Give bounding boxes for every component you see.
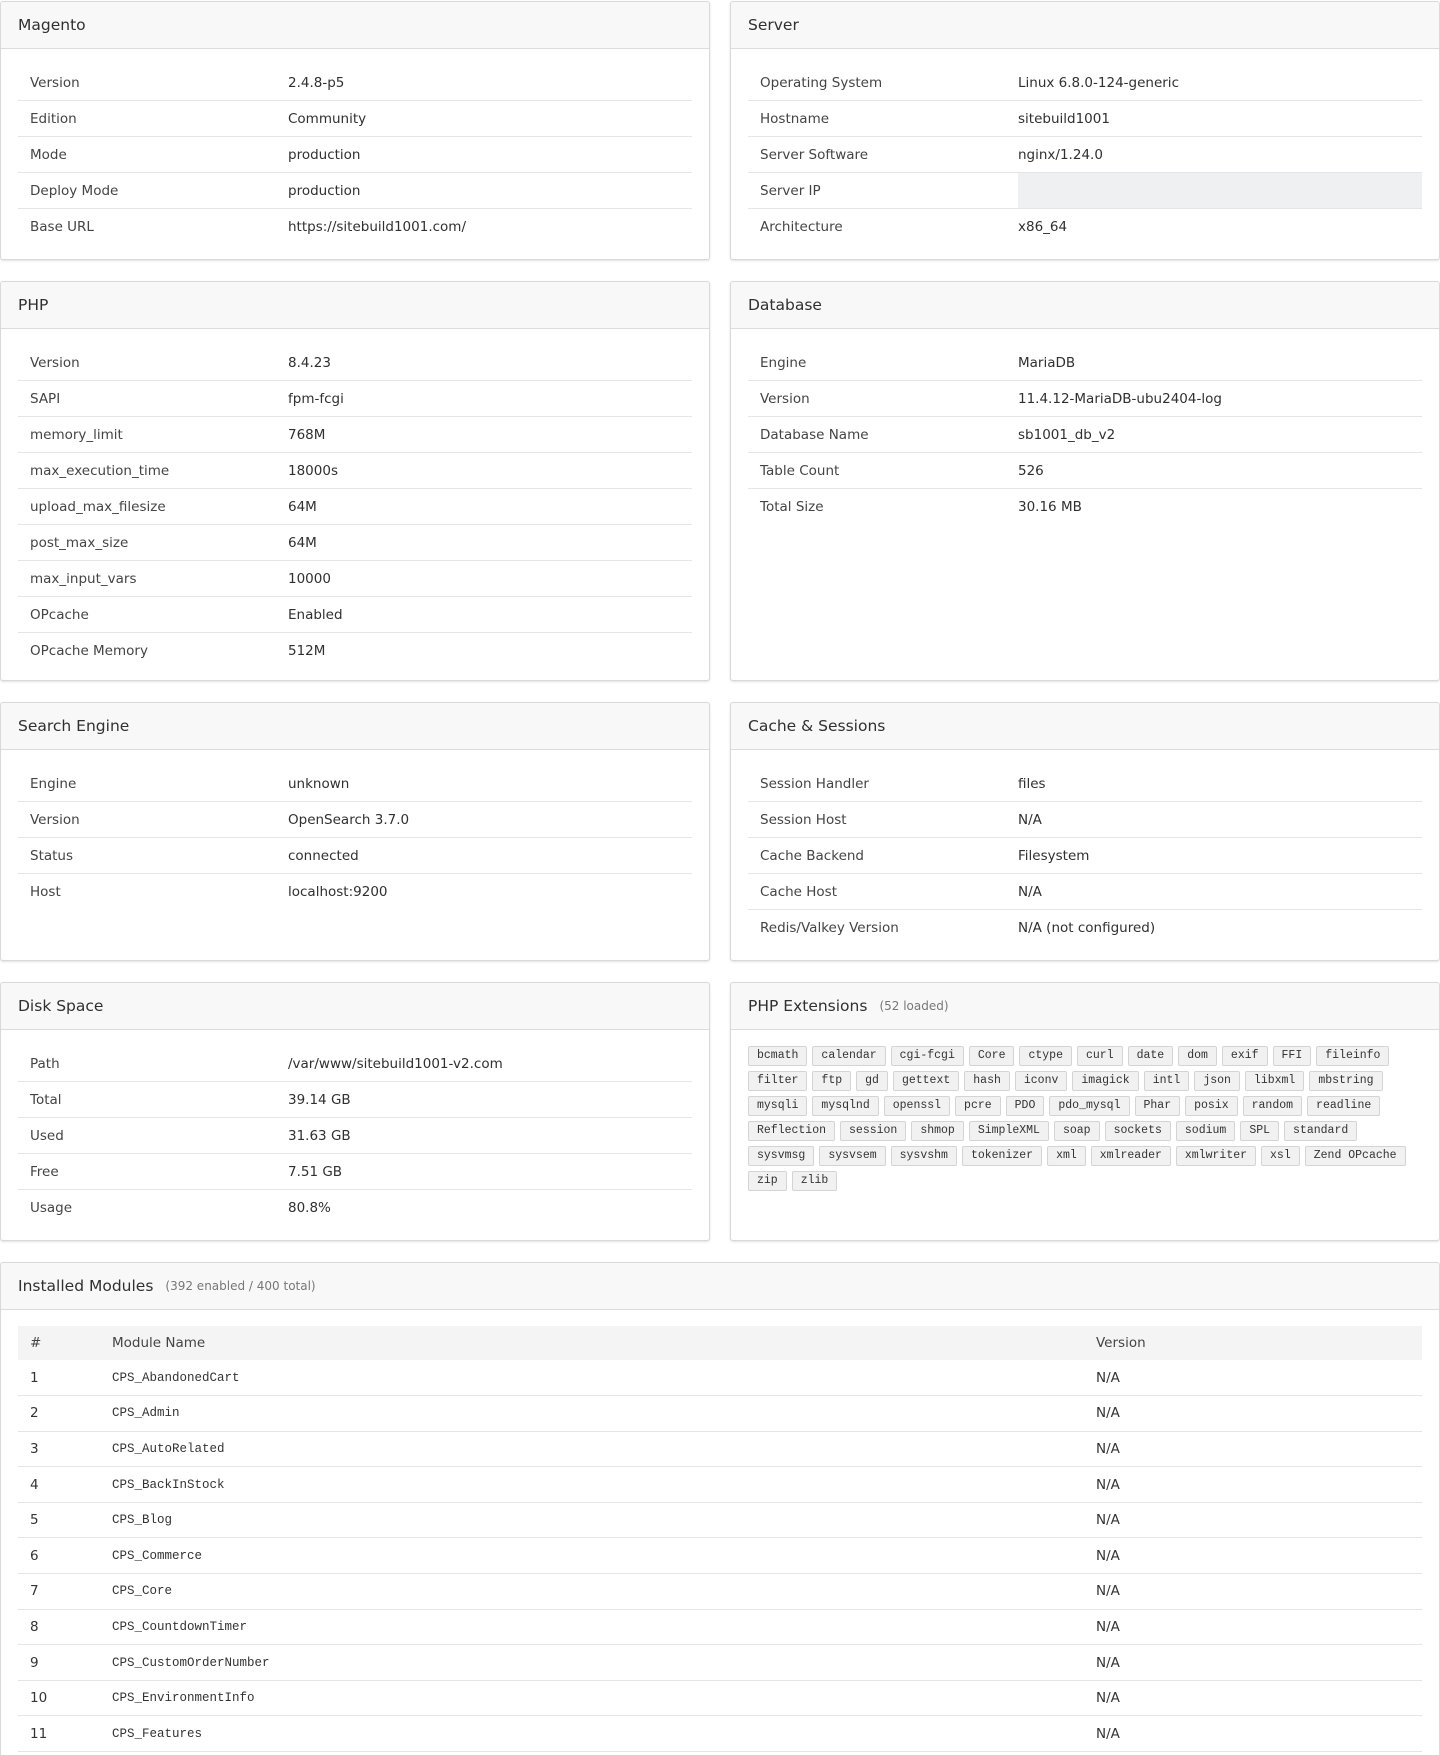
info-value: /var/www/sitebuild1001-v2.com (288, 1055, 503, 1072)
info-label: memory_limit (30, 426, 123, 443)
module-version: N/A (1084, 1609, 1422, 1645)
info-value: nginx/1.24.0 (1018, 146, 1103, 163)
info-row (18, 838, 692, 874)
extension-badge: SimpleXML (969, 1121, 1049, 1141)
module-version: N/A (1084, 1360, 1422, 1396)
php-extensions-panel-header (731, 983, 1439, 1030)
extension-badge: FFI (1273, 1046, 1312, 1066)
info-label: Session Handler (760, 775, 869, 792)
module-number: 4 (18, 1467, 100, 1503)
info-label: Version (760, 390, 810, 407)
extension-badge: Phar (1135, 1096, 1181, 1116)
info-row (748, 137, 1422, 173)
info-label: OPcache (30, 606, 89, 623)
extension-badge: pdo_mysql (1049, 1096, 1129, 1116)
extension-badge: dom (1178, 1046, 1217, 1066)
info-label: Version (30, 354, 80, 371)
info-value: N/A (1018, 811, 1042, 828)
info-label: Redis/Valkey Version (760, 920, 899, 936)
module-name: CPS_Core (100, 1574, 1084, 1610)
module-number: 1 (18, 1360, 100, 1396)
extension-badge: openssl (884, 1096, 950, 1116)
info-row (18, 101, 692, 137)
module-version: N/A (1084, 1502, 1422, 1538)
info-label: Session Host (760, 811, 847, 828)
info-value: Filesystem (1018, 847, 1090, 864)
table-row (18, 1716, 1422, 1752)
extension-badge: sysvsem (819, 1146, 885, 1166)
database-panel-title: Database (748, 296, 822, 314)
extension-badge: sysvshm (891, 1146, 957, 1166)
module-version: N/A (1084, 1396, 1422, 1432)
extension-badge: gd (856, 1071, 888, 1091)
info-label: max_execution_time (30, 462, 170, 479)
server-panel-title: Server (748, 16, 799, 34)
info-row (748, 381, 1422, 417)
disk-space-panel-header (1, 983, 709, 1030)
extension-badge: json (1194, 1071, 1240, 1091)
info-label: Host (30, 884, 61, 900)
module-name: CPS_AbandonedCart (100, 1360, 1084, 1396)
info-value: connected (288, 847, 359, 864)
php-extensions-list (731, 1030, 1439, 1191)
module-version: N/A (1084, 1680, 1422, 1716)
module-number: 3 (18, 1431, 100, 1467)
info-row (748, 489, 1422, 525)
info-value: 64M (288, 498, 317, 515)
info-label: SAPI (30, 390, 61, 407)
table-row (18, 1360, 1422, 1396)
info-row (18, 137, 692, 173)
info-label: Used (30, 1127, 64, 1144)
info-label: Server Software (760, 146, 869, 163)
info-label: Cache Backend (760, 847, 864, 864)
disk-space-panel (0, 982, 710, 1241)
extension-badge: shmop (911, 1121, 964, 1141)
php-panel-header (1, 282, 709, 329)
info-label: Usage (30, 1200, 73, 1216)
extension-badge: intl (1144, 1071, 1190, 1091)
module-number: 6 (18, 1538, 100, 1574)
table-row (18, 1431, 1422, 1467)
module-version: N/A (1084, 1538, 1422, 1574)
info-row (18, 766, 692, 802)
disk-space-info-table (1, 1030, 709, 1226)
module-number: 2 (18, 1396, 100, 1432)
info-label: Version (30, 811, 80, 828)
info-value: MariaDB (1018, 354, 1076, 371)
installed-modules-panel (0, 1262, 1440, 1755)
info-label: post_max_size (30, 534, 129, 551)
info-row (18, 802, 692, 838)
info-row (748, 209, 1422, 245)
info-value: Community (288, 110, 367, 127)
info-row (18, 381, 692, 417)
info-value: 31.63 GB (288, 1127, 351, 1144)
info-row (748, 910, 1422, 946)
modules-table-header-row (18, 1326, 1422, 1360)
info-value: N/A (not configured) (1018, 920, 1156, 936)
extension-badge: Zend OPcache (1305, 1146, 1406, 1166)
info-value: x86_64 (1018, 219, 1068, 235)
module-version: N/A (1084, 1645, 1422, 1681)
extension-badge: random (1243, 1096, 1302, 1116)
info-row (18, 453, 692, 489)
extension-badge: soap (1054, 1121, 1100, 1141)
extension-badge: sodium (1176, 1121, 1235, 1141)
table-row (18, 1609, 1422, 1645)
installed-modules-panel-title: Installed Modules (18, 1277, 154, 1295)
database-panel-header (731, 282, 1439, 329)
info-value: 10000 (288, 570, 331, 587)
magento-panel-title: Magento (18, 16, 86, 34)
info-value: 526 (1018, 462, 1044, 479)
search-engine-info-table (1, 750, 709, 910)
info-value: 11.4.12-MariaDB-ubu2404-log (1018, 390, 1222, 407)
info-label: Table Count (760, 462, 840, 479)
info-label: Cache Host (760, 883, 838, 900)
module-name: CPS_Blog (100, 1502, 1084, 1538)
info-label: Architecture (760, 219, 843, 235)
php-panel (0, 281, 710, 681)
info-value: production (288, 146, 361, 163)
info-row (748, 65, 1422, 101)
cache-sessions-info-table (731, 750, 1439, 946)
module-version: N/A (1084, 1574, 1422, 1610)
info-label: Server IP (760, 182, 821, 199)
info-value: Linux 6.8.0-124-generic (1018, 74, 1179, 91)
module-number: 8 (18, 1609, 100, 1645)
info-value: 2.4.8-p5 (288, 74, 345, 91)
extension-badge: zlib (792, 1171, 838, 1191)
info-value: 8.4.23 (288, 354, 331, 371)
extension-badge: zip (748, 1171, 787, 1191)
extension-badge: Core (969, 1046, 1015, 1066)
magento-info-table (1, 49, 709, 245)
info-value: 39.14 GB (288, 1091, 351, 1108)
module-name: CPS_EnvironmentInfo (100, 1680, 1084, 1716)
info-label: Hostname (760, 110, 830, 127)
php-extensions-panel (730, 982, 1440, 1241)
info-label: Database Name (760, 426, 869, 443)
module-version: N/A (1084, 1467, 1422, 1503)
extension-badge: xml (1047, 1146, 1086, 1166)
info-label: Path (30, 1055, 60, 1072)
extension-badge: filter (748, 1071, 807, 1091)
info-row (18, 1082, 692, 1118)
info-row (18, 345, 692, 381)
server-info-table (731, 49, 1439, 245)
info-row (18, 597, 692, 633)
table-row (18, 1502, 1422, 1538)
info-value: N/A (1018, 883, 1042, 900)
info-value: production (288, 182, 361, 199)
table-row (18, 1467, 1422, 1503)
info-row (18, 561, 692, 597)
extension-badge: mbstring (1309, 1071, 1382, 1091)
info-label: Total Size (760, 499, 824, 515)
info-value: sitebuild1001 (1018, 110, 1110, 127)
info-row (748, 173, 1422, 209)
extension-badge: pcre (955, 1096, 1001, 1116)
info-value: localhost:9200 (288, 884, 388, 900)
info-value: 30.16 MB (1018, 499, 1082, 515)
module-name: CPS_AutoRelated (100, 1431, 1084, 1467)
extension-badge: standard (1284, 1121, 1357, 1141)
info-label: Free (30, 1163, 59, 1180)
extension-badge: mysqli (748, 1096, 807, 1116)
extension-badge: SPL (1240, 1121, 1279, 1141)
cache-sessions-panel-title: Cache & Sessions (748, 717, 886, 735)
table-row (18, 1680, 1422, 1716)
info-value: files (1018, 775, 1046, 792)
info-row (748, 453, 1422, 489)
server-panel (730, 1, 1440, 260)
info-label: upload_max_filesize (30, 498, 166, 515)
extension-badge: bcmath (748, 1046, 807, 1066)
installed-modules-table (18, 1326, 1422, 1752)
extension-badge: xmlreader (1091, 1146, 1171, 1166)
extension-badge: exif (1222, 1046, 1268, 1066)
module-number: 5 (18, 1502, 100, 1538)
extension-badge: tokenizer (962, 1146, 1042, 1166)
info-row (18, 525, 692, 561)
module-version: N/A (1084, 1716, 1422, 1752)
extension-badge: mysqlnd (812, 1096, 878, 1116)
info-value (1018, 173, 1422, 208)
module-name: CPS_CountdownTimer (100, 1609, 1084, 1645)
extension-badge: cgi-fcgi (891, 1046, 964, 1066)
info-row (18, 1154, 692, 1190)
info-value: 64M (288, 534, 317, 551)
cache-sessions-panel-header (731, 703, 1439, 750)
magento-panel (0, 1, 710, 260)
info-row (748, 802, 1422, 838)
info-label: OPcache Memory (30, 643, 148, 659)
module-number: 10 (18, 1680, 100, 1716)
extension-badge: posix (1185, 1096, 1238, 1116)
info-label: max_input_vars (30, 570, 137, 587)
info-label: Engine (30, 775, 77, 792)
info-row (748, 345, 1422, 381)
info-label: Operating System (760, 74, 883, 91)
info-value: Enabled (288, 606, 343, 623)
info-label: Mode (30, 146, 67, 163)
module-name: CPS_Commerce (100, 1538, 1084, 1574)
info-label: Engine (760, 354, 807, 371)
info-value: https://sitebuild1001.com/ (288, 219, 466, 235)
database-info-table (731, 329, 1439, 525)
module-name: CPS_BackInStock (100, 1467, 1084, 1503)
info-value: sb1001_db_v2 (1018, 426, 1116, 443)
info-value: 512M (288, 643, 326, 659)
info-label: Base URL (30, 219, 94, 235)
info-row (18, 417, 692, 453)
server-panel-header (731, 2, 1439, 49)
disk-space-panel-title: Disk Space (18, 997, 104, 1015)
info-row (18, 173, 692, 209)
info-value: unknown (288, 775, 350, 792)
module-number: 9 (18, 1645, 100, 1681)
table-row (18, 1538, 1422, 1574)
php-panel-title: PHP (18, 296, 49, 314)
info-value: 80.8% (288, 1200, 331, 1216)
info-row (18, 1118, 692, 1154)
info-row (748, 417, 1422, 453)
column-header-version: Version (1084, 1326, 1422, 1360)
extension-badge: fileinfo (1316, 1046, 1389, 1066)
table-row (18, 1645, 1422, 1681)
info-row (748, 766, 1422, 802)
info-row (18, 633, 692, 669)
module-number: 7 (18, 1574, 100, 1610)
extension-badge: date (1128, 1046, 1174, 1066)
extension-badge: imagick (1072, 1071, 1138, 1091)
extension-badge: xsl (1261, 1146, 1300, 1166)
info-value: 18000s (288, 462, 338, 479)
info-row (18, 65, 692, 101)
info-row (18, 489, 692, 525)
info-value: 7.51 GB (288, 1163, 343, 1180)
table-row (18, 1574, 1422, 1610)
installed-modules-panel-header (1, 1263, 1439, 1310)
column-header-module-name: Module Name (100, 1326, 1084, 1360)
extension-badge: sockets (1105, 1121, 1171, 1141)
info-label: Version (30, 74, 80, 91)
module-name: CPS_Features (100, 1716, 1084, 1752)
info-row (18, 1046, 692, 1082)
php-info-table (1, 329, 709, 669)
module-name: CPS_Admin (100, 1396, 1084, 1432)
info-row (18, 1190, 692, 1226)
info-row (748, 838, 1422, 874)
extension-badge: ftp (812, 1071, 851, 1091)
info-label: Total (30, 1091, 62, 1108)
module-number: 11 (18, 1716, 100, 1752)
table-row (18, 1396, 1422, 1432)
info-row (748, 101, 1422, 137)
extension-badge: sysvmsg (748, 1146, 814, 1166)
extension-badge: calendar (812, 1046, 885, 1066)
php-extensions-panel-title: PHP Extensions (748, 997, 868, 1015)
database-panel (730, 281, 1440, 681)
extension-badge: readline (1307, 1096, 1380, 1116)
php-extensions-count: (52 loaded) (879, 999, 949, 1013)
extension-badge: ctype (1019, 1046, 1072, 1066)
search-engine-panel-header (1, 703, 709, 750)
info-label: Status (30, 847, 74, 864)
info-row (748, 874, 1422, 910)
info-row (18, 874, 692, 910)
cache-sessions-panel (730, 702, 1440, 961)
installed-modules-count: (392 enabled / 400 total) (165, 1279, 316, 1293)
info-label: Deploy Mode (30, 182, 119, 199)
info-value: 768M (288, 426, 326, 443)
module-name: CPS_CustomOrderNumber (100, 1645, 1084, 1681)
extension-badge: PDO (1006, 1096, 1045, 1116)
extension-badge: hash (964, 1071, 1010, 1091)
extension-badge: xmlwriter (1176, 1146, 1256, 1166)
extension-badge: curl (1077, 1046, 1123, 1066)
extension-badge: iconv (1015, 1071, 1068, 1091)
column-header-number: # (18, 1326, 100, 1360)
extension-badge: libxml (1245, 1071, 1304, 1091)
info-label: Edition (30, 110, 77, 127)
info-value: fpm-fcgi (288, 390, 344, 407)
search-engine-panel-title: Search Engine (18, 717, 130, 735)
module-version: N/A (1084, 1431, 1422, 1467)
extension-badge: gettext (893, 1071, 959, 1091)
extension-badge: Reflection (748, 1121, 835, 1141)
extension-badge: session (840, 1121, 906, 1141)
info-row (18, 209, 692, 245)
search-engine-panel (0, 702, 710, 961)
info-value: OpenSearch 3.7.0 (288, 811, 410, 828)
magento-panel-header (1, 2, 709, 49)
